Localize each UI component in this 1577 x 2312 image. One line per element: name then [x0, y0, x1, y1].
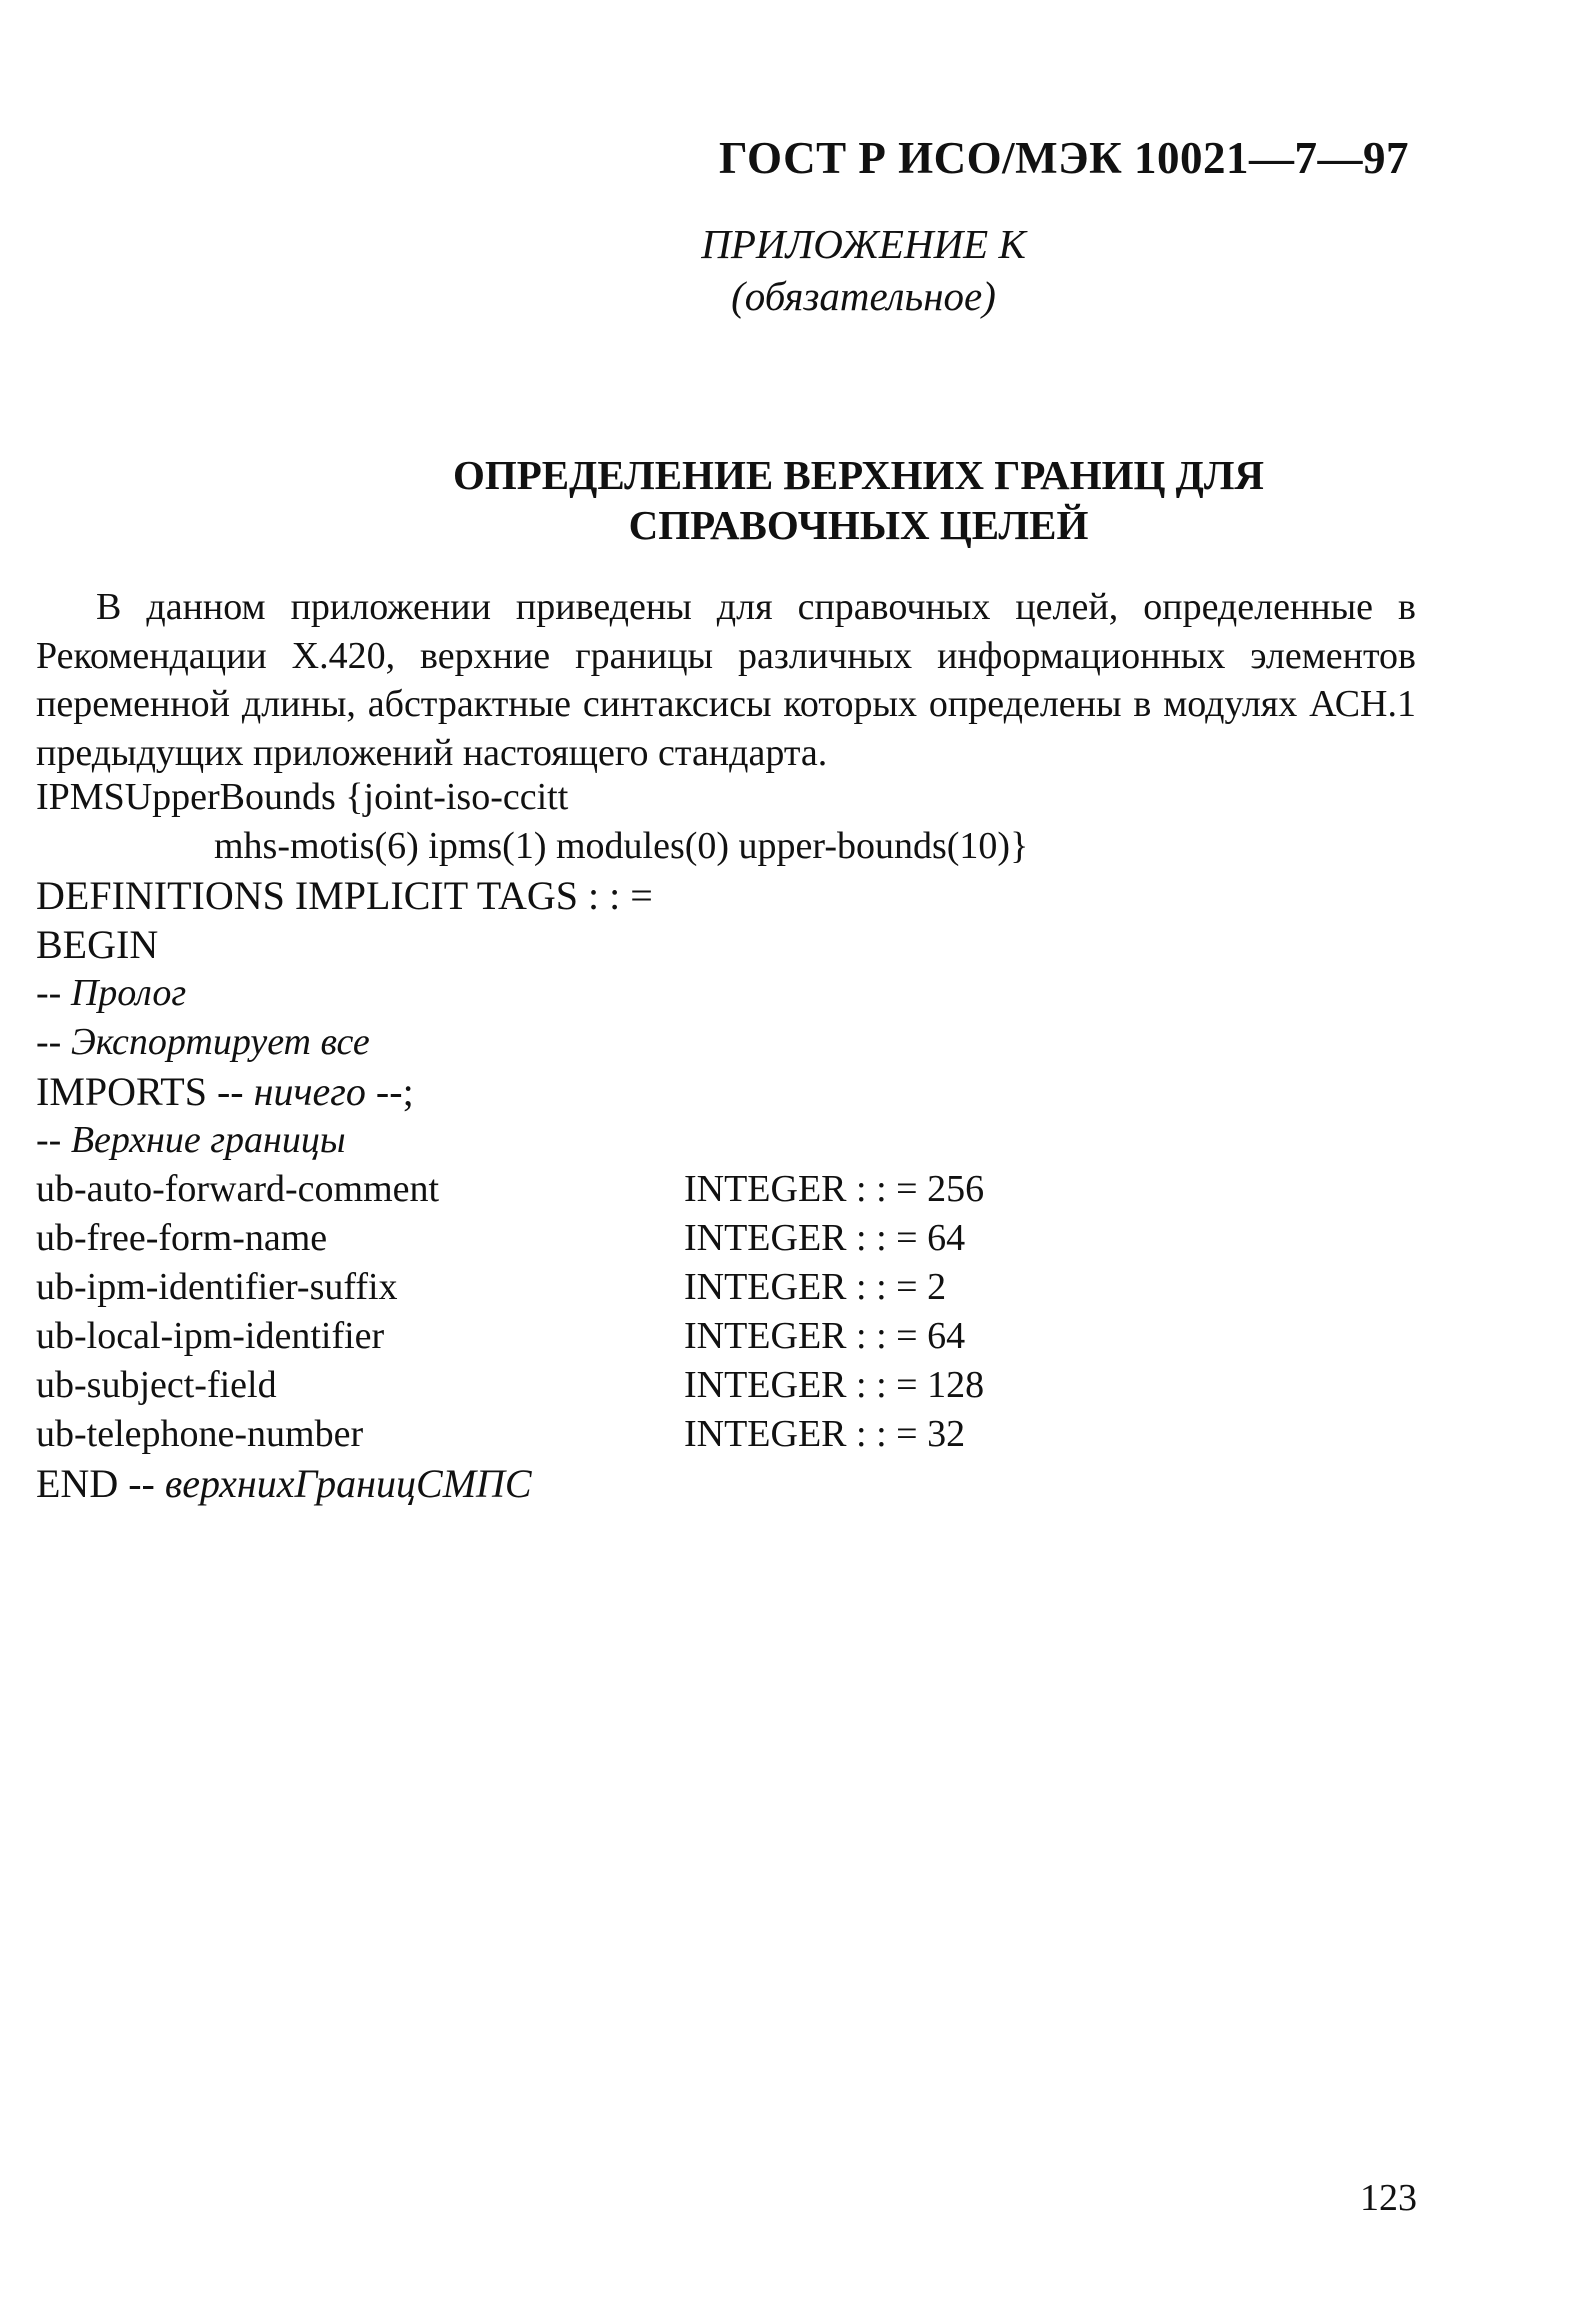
imports-prefix: IMPORTS --: [36, 1069, 254, 1114]
bounds-comment-text: Верхние границы: [70, 1119, 346, 1161]
imports-comment-text: ничего: [253, 1069, 366, 1114]
bound-value: INTEGER : : = 64: [684, 1315, 966, 1357]
prologue-comment: [36, 969, 1416, 1018]
intro-paragraph: В данном приложении приведены для справочных целей, определенные в Рекомендации Х.420, верхние границы различных информационных элементов переменной длины, абстрактные синтаксисы которых определены в модулях АСН.1 предыдущих приложений настоящего стандарта.: [36, 586, 1416, 774]
section-title-line2: СПРАВОЧНЫХ ЦЕЛЕЙ: [628, 502, 1089, 548]
bound-value: INTEGER : : = 64: [684, 1217, 966, 1259]
annex-title: ПРИЛОЖЕНИЕ К: [701, 221, 1026, 267]
comment-prefix: --: [36, 1119, 71, 1161]
asn1-module: [36, 773, 1416, 1508]
bound-name: ub-ipm-identifier-suffix: [36, 1266, 398, 1308]
bound-definition-row: [36, 1410, 1416, 1459]
annex-heading: [0, 218, 1577, 322]
begin-line: BEGIN: [36, 922, 159, 967]
bound-name: ub-local-ipm-identifier: [36, 1315, 385, 1357]
comment-prefix: --: [36, 1021, 71, 1063]
section-title: [0, 450, 1577, 550]
bound-name: ub-telephone-number: [36, 1413, 364, 1455]
page-number: 123: [1360, 2177, 1417, 2219]
standard-header: ГОСТ Р ИСО/МЭК 10021—7—97: [719, 133, 1409, 183]
bound-name: ub-auto-forward-comment: [36, 1168, 440, 1210]
imports-suffix: --;: [365, 1069, 414, 1114]
bound-value: INTEGER : : = 32: [684, 1413, 966, 1455]
end-prefix: END --: [36, 1461, 165, 1506]
bound-name: ub-free-form-name: [36, 1217, 328, 1259]
bound-definition-row: [36, 1361, 1416, 1410]
module-header-line1: IPMSUpperBounds {joint-iso-ccitt: [36, 776, 569, 818]
imports-line: [36, 1067, 1416, 1116]
end-comment-text: верхнихГраницСМПС: [164, 1461, 532, 1506]
end-line: [36, 1459, 1416, 1508]
bound-value: INTEGER : : = 2: [684, 1266, 947, 1308]
bound-value: INTEGER : : = 256: [684, 1168, 985, 1210]
exports-comment: [36, 1018, 1416, 1067]
definitions-line: DEFINITIONS IMPLICIT TAGS : : =: [36, 873, 653, 918]
section-title-line1: ОПРЕДЕЛЕНИЕ ВЕРХНИХ ГРАНИЦ ДЛЯ: [452, 452, 1265, 498]
prologue-comment-text: Пролог: [70, 972, 187, 1014]
exports-comment-text: Экспортирует все: [70, 1021, 370, 1063]
comment-prefix: --: [36, 972, 71, 1014]
bound-name: ub-subject-field: [36, 1364, 277, 1406]
bound-definition-row: [36, 1312, 1416, 1361]
bound-value: INTEGER : : = 128: [684, 1364, 985, 1406]
bound-definition-row: [36, 1263, 1416, 1312]
bounds-comment: [36, 1116, 1416, 1165]
bound-definition-row: [36, 1165, 1416, 1214]
module-header-line2: mhs-motis(6) ipms(1) modules(0) upper-bounds(10)}: [214, 825, 1029, 867]
bound-definition-row: [36, 1214, 1416, 1263]
annex-status: (обязательное): [731, 273, 996, 319]
